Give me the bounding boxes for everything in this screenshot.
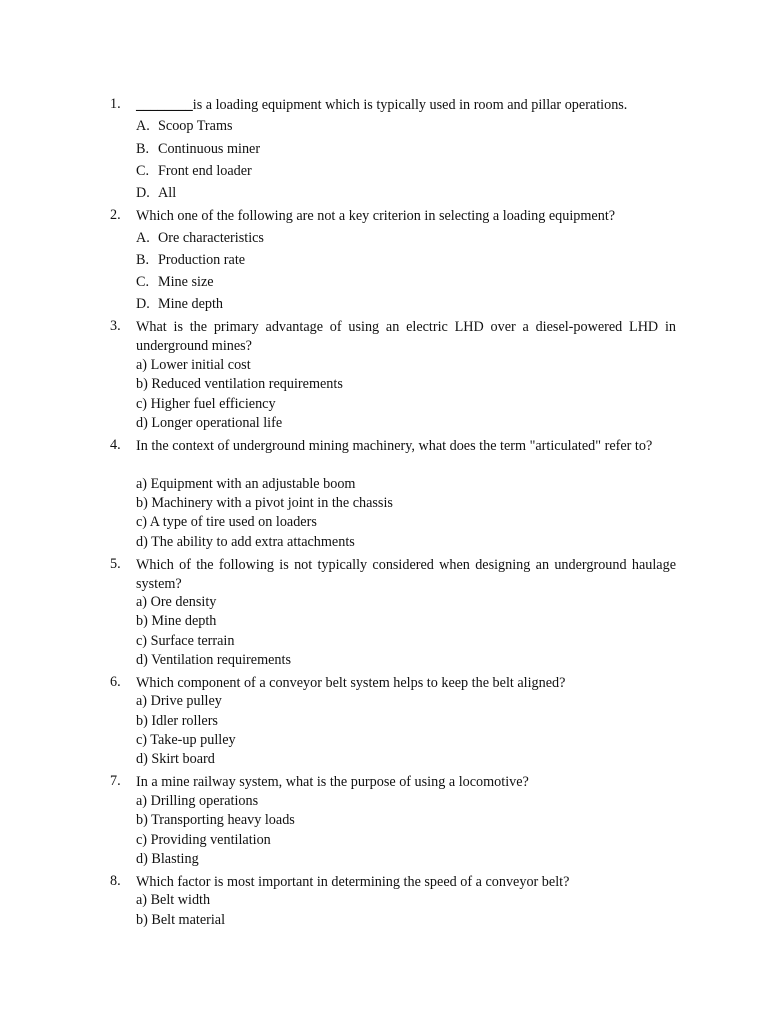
- option: a) Drilling operations: [136, 793, 259, 809]
- option: [136, 163, 252, 180]
- option: b) Mine depth: [136, 613, 217, 629]
- option: b) Belt material: [136, 912, 226, 928]
- option: b) Transporting heavy loads: [136, 812, 295, 828]
- option-text: Continuous miner: [158, 141, 261, 157]
- option-letter: A.: [136, 118, 150, 134]
- option: c) Surface terrain: [136, 633, 235, 649]
- option: a) Equipment with an adjustable boom: [136, 476, 356, 492]
- option: a) Belt width: [136, 892, 211, 908]
- question-text: Which of the following is not typically considered when designing an underground haulage system?: [136, 557, 676, 593]
- question-number: 5.: [110, 556, 121, 572]
- option-letter: C.: [136, 274, 150, 290]
- question-text: What is the primary advantage of using an electric LHD over a diesel-powered LHD in underground mines?: [136, 319, 676, 355]
- option: d) Longer operational life: [136, 415, 283, 431]
- option: [136, 252, 245, 269]
- option: a) Drive pulley: [136, 693, 222, 709]
- option: d) Skirt board: [136, 751, 215, 767]
- option: [136, 118, 233, 135]
- option: b) Machinery with a pivot joint in the chassis: [136, 495, 393, 511]
- question-number: 2.: [110, 207, 121, 223]
- question-text: Which factor is most important in determining the speed of a conveyor belt?: [136, 874, 570, 890]
- option-letter: B.: [136, 252, 150, 268]
- option: c) Take-up pulley: [136, 732, 236, 748]
- question-text: [136, 96, 676, 115]
- option: d) Blasting: [136, 851, 199, 867]
- question-number: 3.: [110, 318, 121, 334]
- question-text-body: is a loading equipment which is typically used in room and pillar operations.: [192, 97, 628, 113]
- option-text: Ore characteristics: [158, 230, 264, 246]
- option-text: All: [158, 185, 177, 201]
- question-number: 7.: [110, 773, 121, 789]
- option-text: Scoop Trams: [158, 118, 233, 134]
- option: c) Providing ventilation: [136, 832, 271, 848]
- question-text: In a mine railway system, what is the purpose of using a locomotive?: [136, 774, 529, 790]
- option: d) The ability to add extra attachments: [136, 534, 355, 550]
- option: [136, 185, 176, 202]
- option-letter: D.: [136, 296, 150, 312]
- question-number: 6.: [110, 674, 121, 690]
- option-text: Mine size: [158, 274, 214, 290]
- option: [136, 296, 223, 313]
- option: d) Ventilation requirements: [136, 652, 291, 668]
- option: [136, 230, 264, 247]
- question-number: 8.: [110, 873, 121, 889]
- option-letter: A.: [136, 230, 150, 246]
- question-text: Which component of a conveyor belt system helps to keep the belt aligned?: [136, 675, 566, 691]
- option-text: Front end loader: [158, 163, 252, 179]
- question-number: 1.: [110, 96, 121, 112]
- question-text: Which one of the following are not a key criterion in selecting a loading equipment?: [136, 208, 616, 224]
- option-text: Mine depth: [158, 296, 224, 312]
- option: b) Reduced ventilation requirements: [136, 376, 343, 392]
- option: c) A type of tire used on loaders: [136, 514, 317, 530]
- option: [136, 141, 260, 158]
- option: a) Ore density: [136, 594, 217, 610]
- option-text: Production rate: [158, 252, 246, 268]
- option-letter: B.: [136, 141, 150, 157]
- question-text: In the context of underground mining machinery, what does the term "articulated" refer to?: [136, 438, 653, 454]
- option: b) Idler rollers: [136, 713, 218, 729]
- option: [136, 274, 214, 291]
- question-number: 4.: [110, 437, 121, 453]
- option: a) Lower initial cost: [136, 357, 251, 373]
- answer-blank: ________: [136, 97, 193, 113]
- option-letter: D.: [136, 185, 150, 201]
- option: c) Higher fuel efficiency: [136, 396, 276, 412]
- option-letter: C.: [136, 163, 150, 179]
